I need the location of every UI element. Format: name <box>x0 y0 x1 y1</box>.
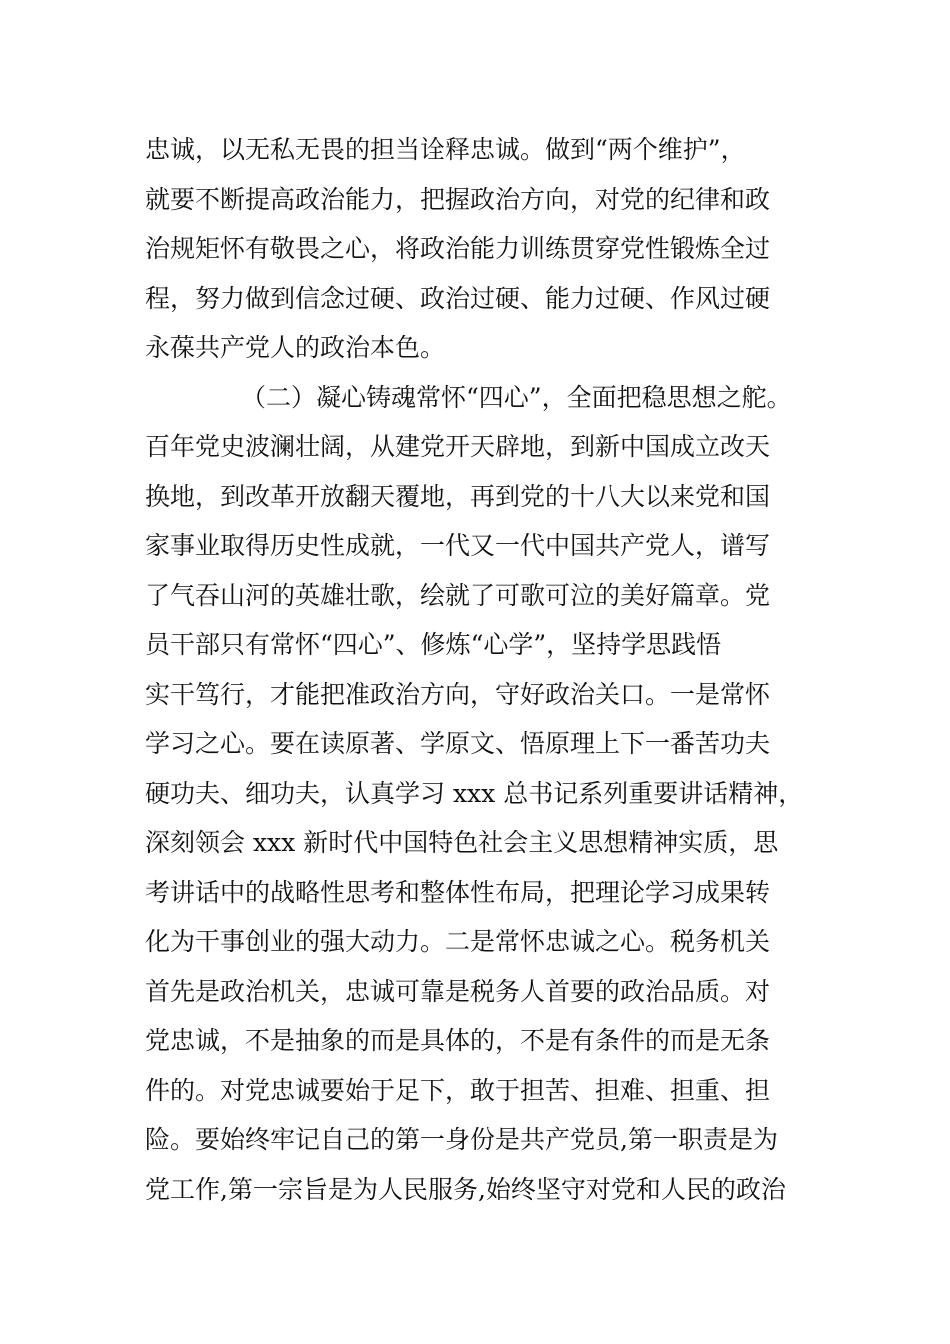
text-line: 就要不断提高政治能力，把握政治方向，对党的纪律和政 <box>145 184 771 214</box>
text-line: 硬功夫、细功夫，认真学习 xxx 总书记系列重要讲话精神， <box>145 778 804 808</box>
text-line: 首先是政治机关，忠诚可靠是税务人首要的政治品质。对 <box>145 976 771 1006</box>
text-line: 实干笃行，才能把准政治方向，守好政治关口。一是常怀 <box>145 679 771 709</box>
text-line: 了气吞山河的英雄壮歌，绘就了可歌可泣的美好篇章。党 <box>145 580 771 610</box>
text-line: 程，努力做到信念过硬、政治过硬、能力过硬、作风过硬 <box>145 283 771 313</box>
text-line: 学习之心。要在读原著、学原文、悟原理上下一番苦功夫 <box>145 729 771 758</box>
text-line: 百年党史波澜壮阔，从建党开天辟地，到新中国成立改天 <box>145 432 771 461</box>
text-line: 忠诚，以无私无畏的担当诠释忠诚。做到“两个维护”， <box>145 135 746 164</box>
text-line: 党忠诚，不是抽象的而是具体的，不是有条件的而是无条 <box>145 1026 771 1055</box>
text-line: 件的。对党忠诚要始于足下，敢于担苦、担难、担重、担 <box>145 1075 771 1105</box>
section-heading: （二）凝心铸魂常怀“四心”，全面把稳思想之舵。 <box>241 382 792 412</box>
text-line: 家事业取得历史性成就，一代又一代中国共产党人，谱写 <box>145 531 771 560</box>
body-text <box>145 125 835 1214</box>
text-line: 化为干事创业的强大动力。二是常怀忠诚之心。税务机关 <box>145 927 771 956</box>
text-line: 换地，到改革开放翻天覆地，再到党的十八大以来党和国 <box>145 481 771 511</box>
text-line: 员干部只有常怀“四心”、修炼“心学”，坚持学思践悟 <box>145 630 722 659</box>
text-line: 深刻领会 xxx 新时代中国特色社会主义思想精神实质，思 <box>145 828 779 857</box>
text-line: 考讲话中的战略性思考和整体性布局，把理论学习成果转 <box>145 877 771 907</box>
text-line: 永葆共产党人的政治本色。 <box>145 333 446 362</box>
text-line: 治规矩怀有敬畏之心，将政治能力训练贯穿党性锻炼全过 <box>145 234 771 263</box>
text-line: 党工作,第一宗旨是为人民服务,始终坚守对党和人民的政治 <box>145 1174 786 1204</box>
text-line: 险。要始终牢记自己的第一身份是共产党员,第一职责是为 <box>145 1125 778 1154</box>
